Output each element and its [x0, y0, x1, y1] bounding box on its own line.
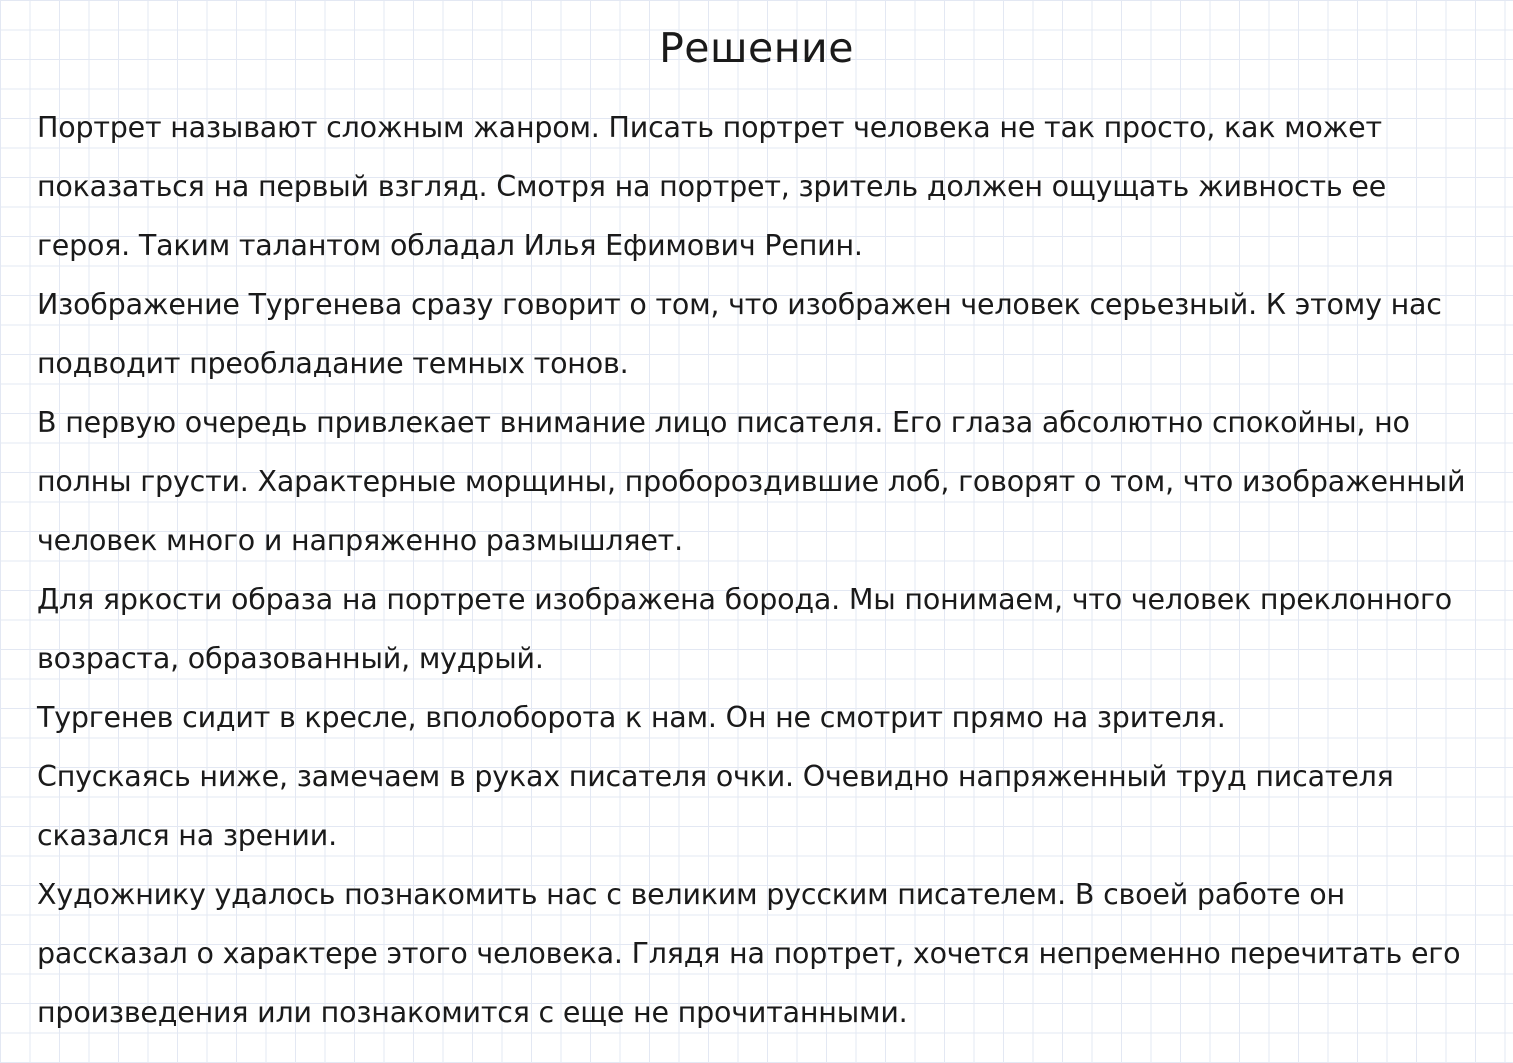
paragraph-intro: Портрет называют сложным жанром. Писать портрет человека не так просто, как может показаться на первый взгляд. Смотря на портрет, зритель должен ощущать живность ее героя. Таким талантом обладал Илья Ефимович Репин. [37, 111, 1387, 262]
paragraph-conclusion: Художнику удалось познакомить нас с великим русским писателем. В своей работе он рассказал о характере этого человека. Глядя на портрет, хочется непременно перечитать его произведения или познакомится с еще не прочитанными. [37, 878, 1461, 1029]
paragraph-beard: Для яркости образа на портрете изображена борода. Мы понимаем, что человек преклонного возраста, образованный, мудрый. [37, 583, 1452, 675]
paragraph-glasses: Спускаясь ниже, замечаем в руках писателя очки. Очевидно напряженный труд писателя сказался на зрении. [37, 760, 1394, 852]
solution-text [37, 98, 1477, 1042]
paragraph-image-description: Изображение Тургенева сразу говорит о том, что изображен человек серьезный. К этому нас подводит преобладание темных тонов. [37, 288, 1442, 380]
page-title: Решение [659, 24, 854, 72]
paragraph-face: В первую очередь привлекает внимание лицо писателя. Его глаза абсолютно спокойны, но полны грусти. Характерные морщины, пробороздившие лоб, говорят о том, что изображенный человек много и напряженно размышляет. [37, 406, 1466, 557]
paragraph-pose: Тургенев сидит в кресле, вполоборота к нам. Он не смотрит прямо на зрителя. [37, 701, 1226, 734]
